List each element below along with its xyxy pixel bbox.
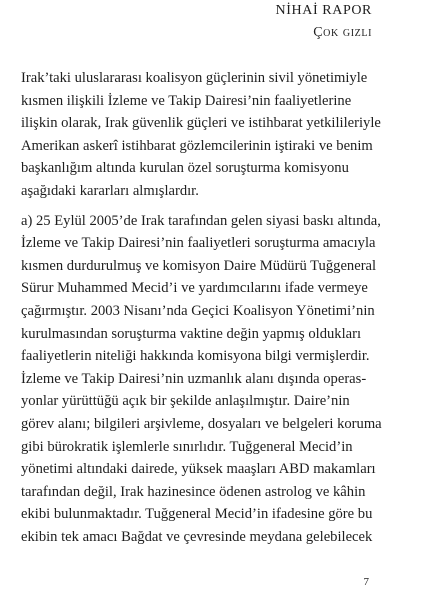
text-line: tarafından değil, Irak hazinesince ödenen astrolog ve kâhin: [21, 483, 366, 500]
text-line: ekibin tek amacı Bağdat ve çevresinde meydana gelebilecek: [21, 528, 373, 545]
text-line: yonlar yürüttüğü açık bir şekilde anlaşılmıştır. Daire’nin: [21, 393, 350, 410]
paragraph-2: [21, 210, 411, 549]
text-line: Amerikan askerî istihbarat gözlemcilerinin iştiraki ve benim: [21, 137, 373, 154]
text-line: görev alanı; bilgileri arşivleme, dosyaları ve belgeleri koruma: [21, 415, 382, 432]
text-line: a) 25 Eylül 2005’de Irak tarafından gelen siyasi baskı altında,: [21, 212, 381, 229]
text-line: ilişkin olarak, Irak güvenlik güçleri ve istihbarat yetkilileriyle: [21, 115, 381, 132]
text-line: gibi bürokratik işlemlerle sınırlıdır. Tuğgeneral Mecid’in: [21, 438, 353, 455]
text-line: Sürur Muhammed Mecid’i ve yardımcılarını ifade vermeye: [21, 280, 368, 297]
text-line: yönetimi altındaki dairede, yüksek maaşları ABD makamları: [21, 461, 376, 478]
text-line: kurulmasından soruşturma vaktine değin yapmış oldukları: [21, 325, 362, 342]
text-line: kısmen ilişkili İzleme ve Takip Dairesi’nin faaliyetlerine: [21, 92, 352, 109]
text-line: faaliyetlerin niteliği hakkında komisyona bilgi vermişlerdir.: [21, 348, 370, 365]
book-title: NİHAİ RAPOR: [275, 3, 372, 18]
running-header: [276, 0, 372, 44]
paragraph-1: [21, 67, 411, 203]
text-line: Irak’taki uluslararası koalisyon güçlerinin sivil yönetimiyle: [21, 70, 368, 86]
text-line: İzleme ve Takip Dairesi’nin faaliyetleri soruşturma amacıyla: [21, 235, 376, 252]
text-line: aşağıdaki kararları almışlardır.: [21, 182, 199, 199]
text-line: çağırmıştır. 2003 Nisanı’nda Geçici Koalisyon Yönetimi’nin: [21, 302, 375, 319]
text-line: ekibi bulunmaktadır. Tuğgeneral Mecid’in ifadesine göre bu: [21, 506, 373, 523]
page-number: 7: [363, 576, 369, 588]
text-line: kısmen durdurulmuş ve komisyon Daire Müdürü Tuğgeneral: [21, 257, 377, 274]
text-line: başkanlığım altında kurulan özel soruşturma komisyonu: [21, 160, 349, 177]
body-text: [21, 67, 411, 555]
text-line: İzleme ve Takip Dairesi’nin uzmanlık alanı dışında operas-: [21, 370, 367, 387]
chapter-title: Çok gizli: [313, 25, 372, 40]
